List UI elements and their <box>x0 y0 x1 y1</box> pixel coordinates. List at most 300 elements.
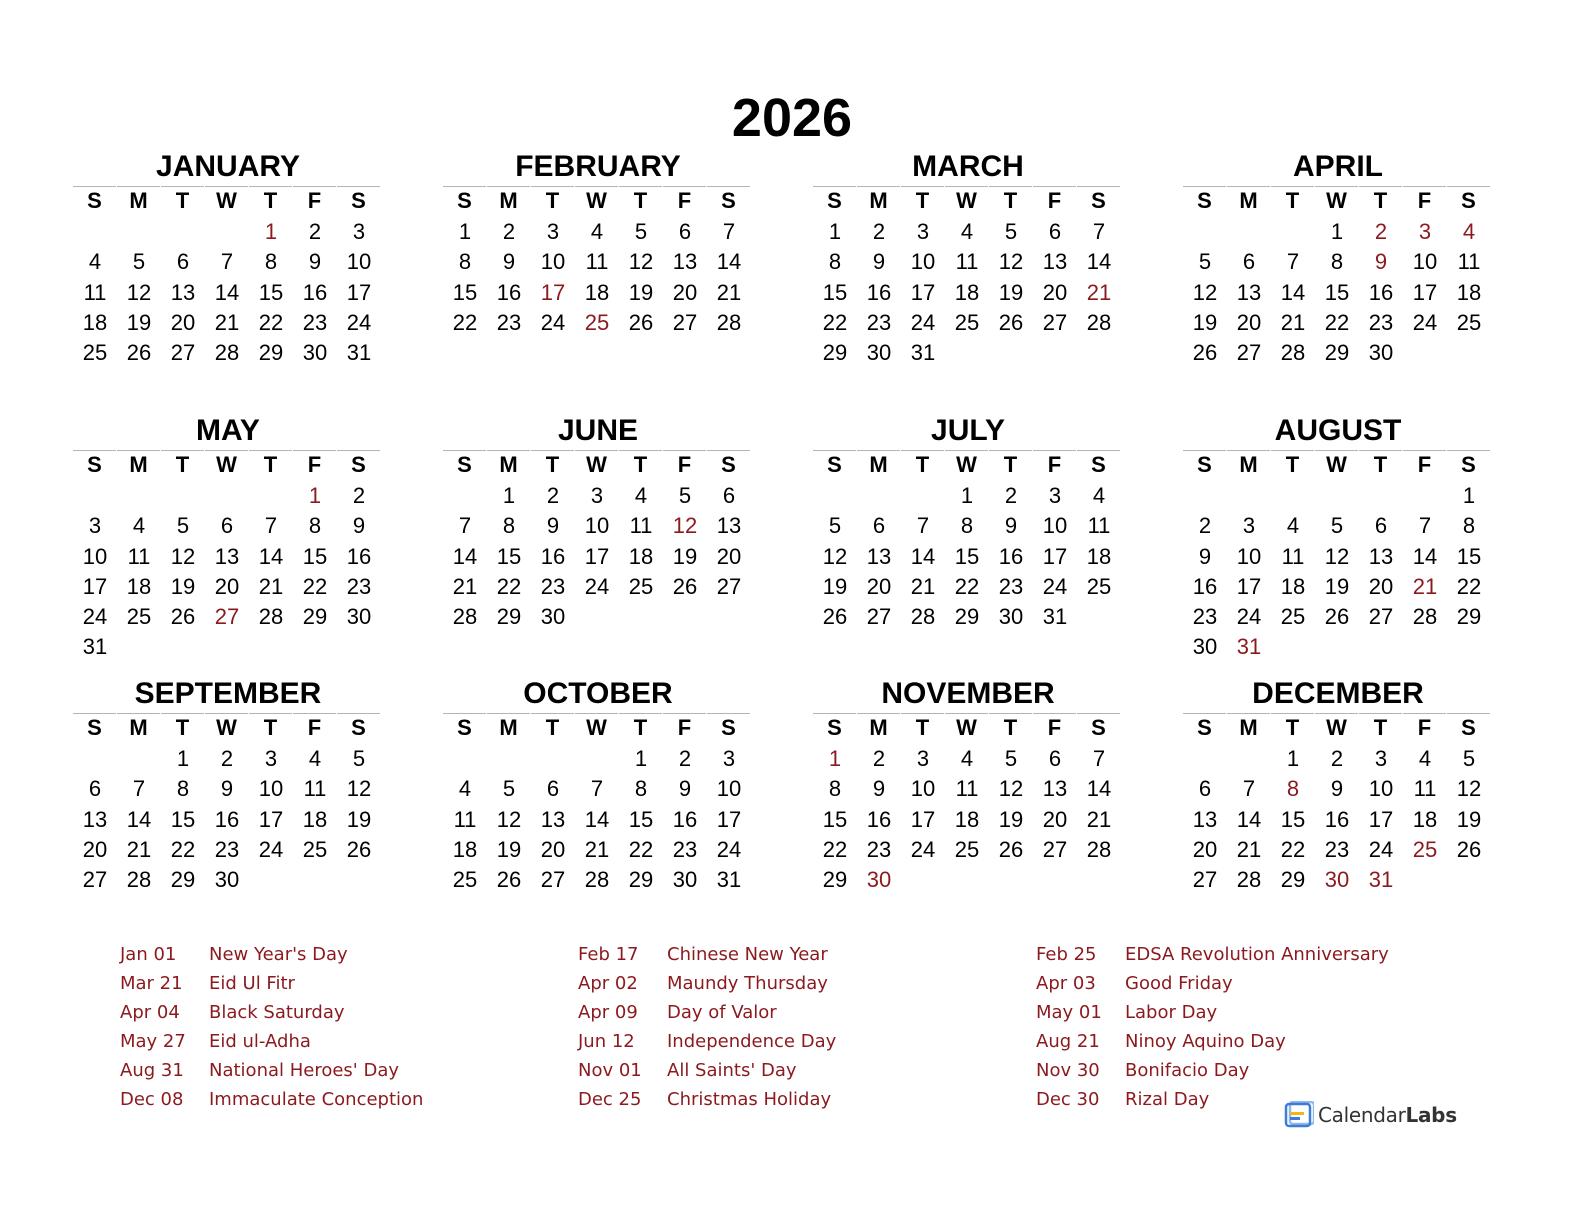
weekday-label: S <box>1183 186 1226 215</box>
day-cell: 7 <box>264 513 278 539</box>
day-cell: 8 <box>634 776 648 802</box>
day-cell: 15 <box>258 279 284 305</box>
day-cell: 20 <box>1368 573 1394 599</box>
weekday-label: F <box>663 186 706 215</box>
month-may <box>73 414 383 663</box>
day-cell: 7 <box>1418 513 1432 539</box>
day-cell: 25 <box>1280 604 1306 630</box>
day-cell: 1 <box>960 483 974 508</box>
day-cell: 16 <box>866 279 892 305</box>
day-cell: 18 <box>1086 543 1112 569</box>
holiday-item <box>120 1087 423 1116</box>
day-cell: 20 <box>1042 279 1068 305</box>
day-cell: 20 <box>540 836 566 862</box>
holiday-day-cell: 31 <box>1368 867 1394 893</box>
weekday-label: W <box>205 450 248 479</box>
holiday-name: Eid ul-Adha <box>209 1031 311 1052</box>
day-cell: 16 <box>302 279 328 305</box>
day-cell: 9 <box>872 776 886 802</box>
day-cell: 19 <box>126 309 152 335</box>
day-cell: 22 <box>302 573 328 599</box>
day-cell: 18 <box>954 806 980 832</box>
day-cell: 27 <box>866 604 892 630</box>
day-cell: 20 <box>82 836 108 862</box>
day-cell: 14 <box>258 543 284 569</box>
weekday-label: F <box>663 713 706 742</box>
holiday-name: Bonifacio Day <box>1125 1060 1250 1081</box>
day-cell: 21 <box>214 309 240 335</box>
weekday-label: T <box>901 713 944 742</box>
day-cell: 25 <box>954 309 980 335</box>
day-cell: 10 <box>910 776 936 802</box>
day-cell: 25 <box>628 573 654 599</box>
day-cell: 14 <box>126 806 152 832</box>
day-cell: 13 <box>716 513 742 539</box>
weekday-label: F <box>1033 186 1076 215</box>
day-cell: 29 <box>302 604 328 630</box>
empty-day-cell <box>161 217 205 247</box>
day-cell: 11 <box>955 249 979 275</box>
day-cell: 20 <box>214 573 240 599</box>
day-cell: 17 <box>1412 279 1438 305</box>
holiday-item <box>120 971 423 1000</box>
day-cell: 18 <box>126 573 152 599</box>
weekday-label: T <box>161 713 204 742</box>
weekday-label: F <box>293 713 336 742</box>
day-cell: 12 <box>1192 279 1218 305</box>
weekday-label: T <box>901 186 944 215</box>
holiday-item <box>578 1029 836 1058</box>
weekday-label: T <box>989 450 1032 479</box>
day-cell: 26 <box>628 309 654 335</box>
holiday-item <box>1036 1000 1389 1029</box>
weekday-header <box>73 450 383 479</box>
day-cell: 8 <box>1462 513 1476 539</box>
day-cell: 26 <box>998 836 1024 862</box>
day-cell: 17 <box>910 806 936 832</box>
weekday-label: T <box>1271 713 1314 742</box>
holiday-day-cell: 30 <box>866 867 892 893</box>
weekday-header <box>443 713 753 742</box>
weekday-label: W <box>205 713 248 742</box>
holiday-item <box>120 1029 423 1058</box>
day-cell: 24 <box>258 836 284 862</box>
day-cell: 24 <box>1412 309 1438 335</box>
day-grid <box>443 481 753 632</box>
day-cell: 11 <box>1281 543 1305 569</box>
day-cell: 10 <box>1412 249 1438 275</box>
day-cell: 9 <box>1004 513 1018 539</box>
month-name: DECEMBER <box>1252 677 1424 710</box>
empty-day-cell <box>1227 481 1271 511</box>
weekday-label: T <box>249 186 292 215</box>
month-march <box>813 150 1123 368</box>
day-cell: 17 <box>584 543 610 569</box>
day-cell: 6 <box>220 513 234 539</box>
day-cell: 19 <box>346 806 372 832</box>
empty-day-cell <box>1227 217 1271 247</box>
weekday-label: M <box>487 713 530 742</box>
day-cell: 2 <box>220 746 234 771</box>
holiday-date: Jun 12 <box>578 1031 635 1052</box>
day-cell: 23 <box>346 573 372 599</box>
day-cell: 21 <box>1236 836 1262 862</box>
weekday-header <box>73 713 383 742</box>
holiday-name: Black Saturday <box>209 1002 345 1023</box>
day-cell: 6 <box>88 776 102 802</box>
day-cell: 7 <box>1286 249 1300 275</box>
day-cell: 23 <box>866 836 892 862</box>
day-cell: 21 <box>258 573 284 599</box>
day-cell: 2 <box>872 219 886 244</box>
day-cell: 9 <box>546 513 560 539</box>
day-cell: 30 <box>1368 340 1394 366</box>
day-cell: 9 <box>502 249 516 275</box>
day-cell: 1 <box>828 219 842 244</box>
weekday-label: S <box>443 186 486 215</box>
weekday-label: T <box>161 450 204 479</box>
day-cell: 24 <box>1368 836 1394 862</box>
day-cell: 9 <box>678 776 692 802</box>
day-cell: 22 <box>452 309 478 335</box>
weekday-header <box>73 186 383 215</box>
day-cell: 31 <box>346 340 372 366</box>
weekday-label: W <box>205 186 248 215</box>
day-cell: 28 <box>126 867 152 893</box>
day-cell: 5 <box>1004 746 1018 771</box>
day-grid <box>1183 217 1493 368</box>
calendarlabs-logo[interactable] <box>1284 1100 1457 1130</box>
day-cell: 2 <box>352 483 366 508</box>
day-cell: 13 <box>214 543 240 569</box>
month-july <box>813 414 1123 632</box>
day-cell: 16 <box>346 543 372 569</box>
empty-day-cell <box>1315 481 1359 511</box>
weekday-header <box>443 186 753 215</box>
day-cell: 25 <box>452 867 478 893</box>
holiday-date: Dec 08 <box>120 1089 184 1110</box>
day-cell: 15 <box>452 279 478 305</box>
weekday-label: W <box>945 450 988 479</box>
weekday-label: M <box>1227 450 1270 479</box>
day-cell: 5 <box>828 513 842 539</box>
day-cell: 19 <box>1324 573 1350 599</box>
weekday-label: T <box>531 713 574 742</box>
holiday-day-cell: 17 <box>540 279 566 305</box>
day-cell: 21 <box>910 573 936 599</box>
empty-day-cell <box>161 481 205 511</box>
day-cell: 5 <box>1198 249 1212 275</box>
day-cell: 26 <box>346 836 372 862</box>
day-cell: 10 <box>346 249 372 275</box>
holiday-date: May 27 <box>120 1031 186 1052</box>
day-cell: 16 <box>540 543 566 569</box>
day-cell: 14 <box>716 249 742 275</box>
day-cell: 11 <box>585 249 609 275</box>
day-cell: 18 <box>82 309 108 335</box>
day-cell: 12 <box>1456 776 1482 802</box>
holiday-name: Labor Day <box>1125 1002 1218 1023</box>
month-name: JUNE <box>557 414 639 447</box>
day-cell: 20 <box>1192 836 1218 862</box>
day-cell: 1 <box>458 219 472 244</box>
day-cell: 20 <box>170 309 196 335</box>
weekday-label: S <box>337 713 380 742</box>
holiday-day-cell: 31 <box>1236 634 1262 660</box>
weekday-label: M <box>487 186 530 215</box>
day-cell: 13 <box>82 806 108 832</box>
day-cell: 4 <box>960 746 974 771</box>
month-name: NOVEMBER <box>881 677 1055 710</box>
holiday-name: Eid Ul Fitr <box>209 973 295 994</box>
day-cell: 19 <box>496 836 522 862</box>
day-cell: 9 <box>308 249 322 275</box>
day-cell: 7 <box>1092 746 1106 771</box>
weekday-label: S <box>1447 186 1490 215</box>
day-cell: 15 <box>822 279 848 305</box>
holiday-name: Chinese New Year <box>667 944 828 965</box>
weekday-label: S <box>443 450 486 479</box>
day-cell: 24 <box>346 309 372 335</box>
day-cell: 7 <box>722 219 736 244</box>
day-cell: 13 <box>1192 806 1218 832</box>
weekday-label: T <box>1271 450 1314 479</box>
day-cell: 16 <box>214 806 240 832</box>
day-cell: 27 <box>1236 340 1262 366</box>
day-cell: 30 <box>302 340 328 366</box>
day-cell: 9 <box>220 776 234 802</box>
weekday-label: F <box>1033 713 1076 742</box>
day-grid <box>813 744 1123 895</box>
weekday-label: T <box>249 450 292 479</box>
day-cell: 5 <box>132 249 146 275</box>
year-title: 2026 <box>731 88 853 148</box>
day-grid <box>1183 744 1493 895</box>
day-cell: 29 <box>1456 604 1482 630</box>
day-cell: 2 <box>1004 483 1018 508</box>
day-cell: 30 <box>998 604 1024 630</box>
empty-day-cell <box>205 217 249 247</box>
empty-day-cell <box>1183 744 1227 774</box>
day-cell: 27 <box>170 340 196 366</box>
day-cell: 1 <box>1286 746 1300 771</box>
empty-day-cell <box>857 481 901 511</box>
weekday-label: T <box>1359 186 1402 215</box>
day-cell: 27 <box>672 309 698 335</box>
holiday-date: Aug 21 <box>1036 1031 1100 1052</box>
day-cell: 5 <box>1462 746 1476 771</box>
day-cell: 26 <box>998 309 1024 335</box>
day-cell: 23 <box>672 836 698 862</box>
day-cell: 25 <box>954 836 980 862</box>
day-cell: 15 <box>822 806 848 832</box>
day-cell: 8 <box>828 249 842 275</box>
weekday-label: T <box>619 450 662 479</box>
day-cell: 29 <box>258 340 284 366</box>
logo-text <box>1318 1103 1457 1127</box>
holiday-name: Maundy Thursday <box>667 973 828 994</box>
day-cell: 8 <box>308 513 322 539</box>
day-cell: 17 <box>82 573 108 599</box>
weekday-label: W <box>1315 186 1358 215</box>
day-cell: 3 <box>352 219 366 244</box>
weekday-label: S <box>1183 450 1226 479</box>
day-cell: 27 <box>1368 604 1394 630</box>
day-cell: 28 <box>584 867 610 893</box>
day-cell: 8 <box>960 513 974 539</box>
day-cell: 8 <box>502 513 516 539</box>
day-cell: 20 <box>716 543 742 569</box>
holiday-day-cell: 9 <box>1374 249 1388 275</box>
weekday-label: W <box>1315 450 1358 479</box>
day-cell: 5 <box>352 746 366 771</box>
day-cell: 24 <box>82 604 108 630</box>
weekday-label: S <box>813 450 856 479</box>
day-cell: 5 <box>678 483 692 508</box>
day-cell: 9 <box>1198 543 1212 569</box>
day-cell: 28 <box>214 340 240 366</box>
holiday-item <box>120 1058 423 1087</box>
weekday-label: S <box>1077 713 1120 742</box>
day-cell: 21 <box>1280 309 1306 335</box>
weekday-label: F <box>293 186 336 215</box>
weekday-label: T <box>619 713 662 742</box>
logo-text-part2: Labs <box>1405 1103 1457 1127</box>
month-september <box>73 677 383 895</box>
month-february <box>443 150 753 338</box>
day-cell: 29 <box>628 867 654 893</box>
day-cell: 7 <box>590 776 604 802</box>
day-cell: 26 <box>822 604 848 630</box>
day-cell: 14 <box>452 543 478 569</box>
day-cell: 29 <box>822 867 848 893</box>
day-cell: 23 <box>1324 836 1350 862</box>
day-cell: 21 <box>452 573 478 599</box>
month-name: OCTOBER <box>523 677 673 710</box>
holiday-date: Apr 02 <box>578 973 638 994</box>
day-cell: 12 <box>346 776 372 802</box>
weekday-label: T <box>1359 713 1402 742</box>
day-cell: 29 <box>496 604 522 630</box>
empty-day-cell <box>1403 481 1447 511</box>
day-cell: 20 <box>866 573 892 599</box>
day-cell: 21 <box>716 279 742 305</box>
day-cell: 6 <box>1198 776 1212 802</box>
empty-day-cell <box>443 744 487 774</box>
holiday-day-cell: 1 <box>308 483 322 508</box>
day-cell: 6 <box>176 249 190 275</box>
day-cell: 7 <box>132 776 146 802</box>
day-cell: 11 <box>1413 776 1437 802</box>
day-cell: 27 <box>716 573 742 599</box>
day-cell: 10 <box>1042 513 1068 539</box>
day-cell: 4 <box>960 219 974 244</box>
empty-day-cell <box>117 217 161 247</box>
logo-text-part1: Calendar <box>1318 1103 1406 1127</box>
day-cell: 22 <box>1456 573 1482 599</box>
day-cell: 3 <box>1048 483 1062 508</box>
day-cell: 20 <box>1042 806 1068 832</box>
day-cell: 14 <box>910 543 936 569</box>
day-cell: 5 <box>176 513 190 539</box>
day-cell: 12 <box>1324 543 1350 569</box>
day-cell: 3 <box>722 746 736 771</box>
day-cell: 6 <box>678 219 692 244</box>
weekday-label: F <box>1033 450 1076 479</box>
weekday-label: S <box>813 186 856 215</box>
day-cell: 5 <box>634 219 648 244</box>
day-cell: 3 <box>88 513 102 539</box>
day-cell: 6 <box>1048 746 1062 771</box>
day-cell: 28 <box>1236 867 1262 893</box>
day-cell: 29 <box>1280 867 1306 893</box>
day-cell: 17 <box>1368 806 1394 832</box>
day-cell: 15 <box>628 806 654 832</box>
day-cell: 23 <box>998 573 1024 599</box>
empty-day-cell <box>1271 217 1315 247</box>
empty-day-cell <box>1227 744 1271 774</box>
day-cell: 4 <box>458 776 472 802</box>
holiday-day-cell: 1 <box>828 746 842 771</box>
day-cell: 14 <box>584 806 610 832</box>
empty-day-cell <box>575 744 619 774</box>
day-cell: 20 <box>672 279 698 305</box>
day-cell: 14 <box>1086 249 1112 275</box>
month-name: MARCH <box>912 150 1024 183</box>
day-cell: 7 <box>916 513 930 539</box>
day-cell: 10 <box>540 249 566 275</box>
day-cell: 13 <box>1368 543 1394 569</box>
day-cell: 19 <box>1192 309 1218 335</box>
holiday-name: Ninoy Aquino Day <box>1125 1031 1286 1052</box>
day-cell: 15 <box>170 806 196 832</box>
day-cell: 21 <box>1086 806 1112 832</box>
empty-day-cell <box>117 744 161 774</box>
weekday-label: F <box>1403 713 1446 742</box>
day-cell: 25 <box>302 836 328 862</box>
day-cell: 2 <box>308 219 322 244</box>
weekday-label: T <box>531 186 574 215</box>
day-cell: 16 <box>1324 806 1350 832</box>
weekday-label: S <box>1447 713 1490 742</box>
day-cell: 7 <box>1242 776 1256 802</box>
holiday-day-cell: 3 <box>1418 219 1432 244</box>
day-cell: 12 <box>822 543 848 569</box>
day-cell: 12 <box>496 806 522 832</box>
day-cell: 16 <box>672 806 698 832</box>
holiday-item <box>1036 1058 1389 1087</box>
month-june <box>443 414 753 632</box>
day-cell: 26 <box>1324 604 1350 630</box>
day-cell: 28 <box>1280 340 1306 366</box>
day-cell: 26 <box>170 604 196 630</box>
weekday-label: T <box>901 450 944 479</box>
weekday-label: S <box>1183 713 1226 742</box>
day-grid <box>813 481 1123 632</box>
day-cell: 3 <box>916 219 930 244</box>
day-cell: 12 <box>126 279 152 305</box>
day-cell: 27 <box>1042 836 1068 862</box>
empty-day-cell <box>1183 217 1227 247</box>
holiday-name: Rizal Day <box>1125 1089 1210 1110</box>
day-cell: 26 <box>1192 340 1218 366</box>
month-november <box>813 677 1123 895</box>
weekday-header <box>1183 450 1493 479</box>
day-cell: 3 <box>1374 746 1388 771</box>
day-grid <box>443 744 753 895</box>
day-cell: 17 <box>910 279 936 305</box>
day-cell: 16 <box>1192 573 1218 599</box>
